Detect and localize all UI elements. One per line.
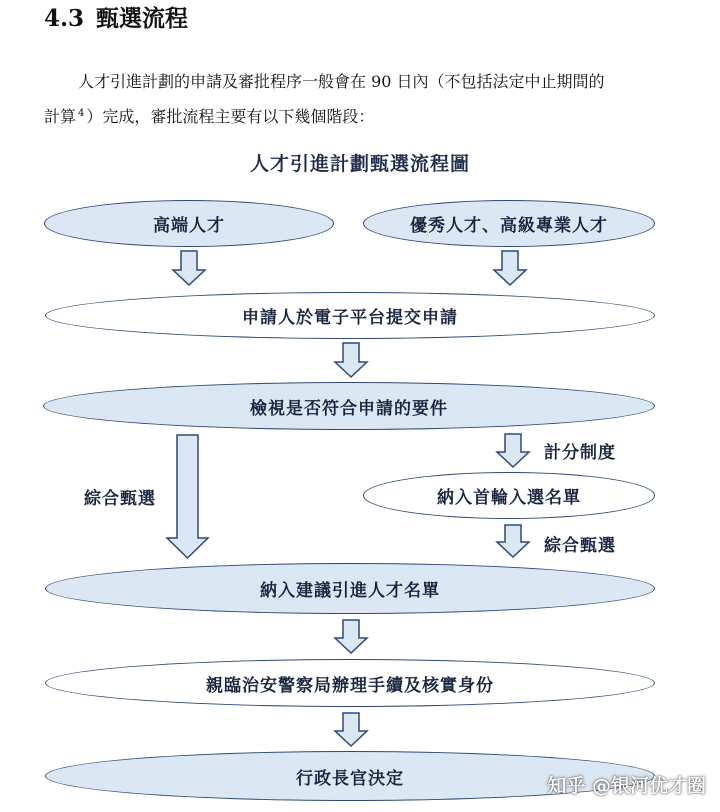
node-first-round-list-label: 納入首輪入選名單 (437, 488, 581, 508)
arrow-excellent-to-apply (494, 251, 526, 285)
node-apply-online (45, 292, 655, 339)
label-comprehensive-selection-right: 綜合甄選 (544, 536, 616, 556)
node-police-procedure-label: 親臨治安警察局辦理手續及核實身份 (206, 675, 494, 696)
arrow-apply-to-check (335, 343, 367, 377)
node-check-requirements (43, 382, 655, 430)
watermark: 知乎 @银河优才圈 (547, 775, 706, 797)
label-comprehensive-selection-left: 綜合甄選 (84, 489, 156, 509)
node-chief-decision-label: 行政長官決定 (296, 768, 404, 789)
arrow-police-to-decision (335, 713, 367, 746)
arrow-check-to-suggested-left (167, 435, 208, 558)
node-check-requirements-label: 檢視是否符合申請的要件 (250, 398, 448, 419)
arrow-first-round-to-suggested (497, 525, 529, 557)
label-points-system: 計分制度 (544, 443, 616, 463)
arrow-high-end-to-apply (173, 251, 205, 285)
flowchart-title: 人才引進計劃甄選流程圖 (249, 153, 470, 175)
node-police-procedure (45, 659, 655, 707)
section-number: 4.3 (44, 5, 85, 32)
node-suggested-list-label: 納入建議引進人才名單 (260, 581, 440, 601)
node-suggested-list (45, 563, 655, 614)
node-excellent-talent-label: 優秀人才、高級專業人才 (410, 216, 608, 236)
node-first-round-list (363, 472, 655, 519)
intro-line-2-end: ）完成，審批流程主要有以下幾個階段： (86, 107, 375, 126)
node-excellent-talent (363, 200, 655, 247)
intro-line-2-start: 計算 (44, 107, 77, 126)
node-high-end-talent (44, 200, 334, 247)
arrow-check-to-first-round (497, 434, 529, 467)
intro-line-1: 人才引進計劃的申請及審批程序一般會在 90 日內（不包括法定中止期間的 (78, 72, 605, 91)
node-apply-online-label: 申請人於電子平台提交申請 (242, 308, 458, 328)
footnote-marker[interactable]: 4 (78, 108, 85, 119)
section-title: 甄選流程 (96, 5, 189, 32)
arrow-suggested-to-police (335, 620, 367, 653)
node-high-end-talent-label: 高端人才 (153, 216, 225, 236)
